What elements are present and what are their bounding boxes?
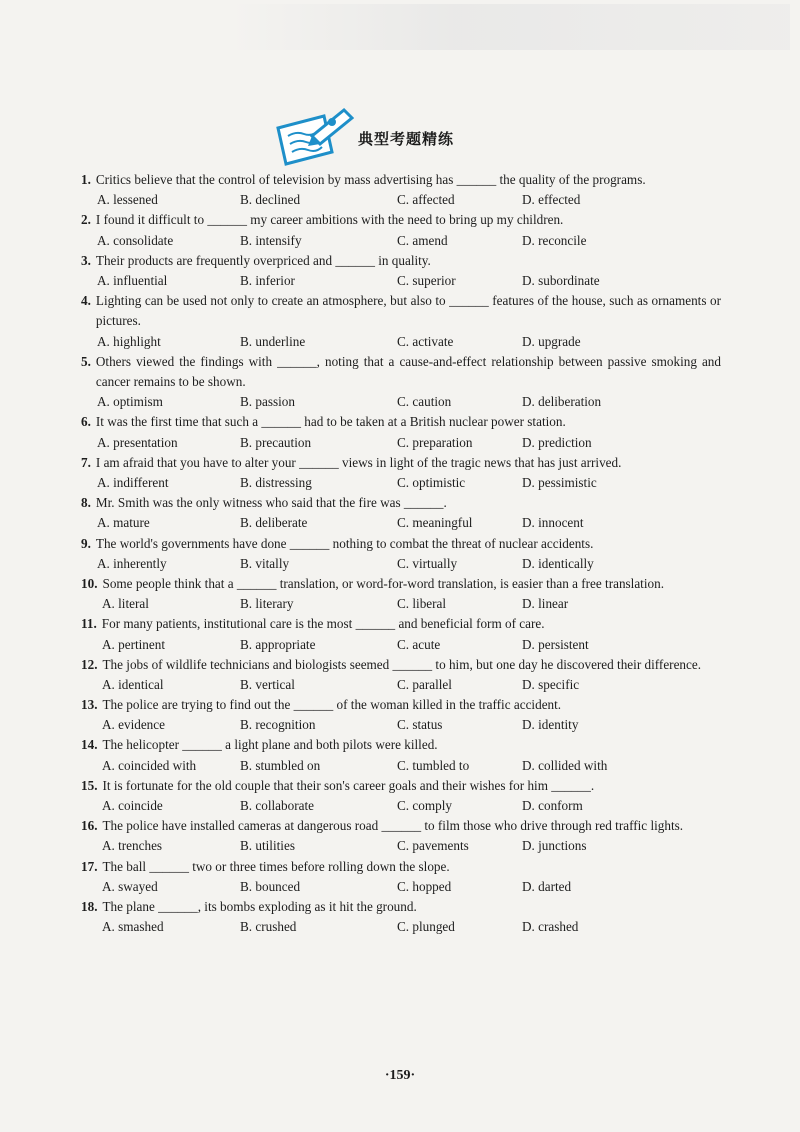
option-c: C. virtually [397, 555, 458, 571]
option-row [81, 594, 721, 614]
option-row [81, 554, 721, 574]
option-row [81, 796, 721, 816]
question-item [81, 251, 721, 291]
question-item [81, 776, 721, 816]
option-a: A. coincided with [102, 757, 197, 773]
option-a: A. coincide [102, 798, 163, 814]
option-a: A. influential [97, 272, 168, 288]
option-d: D. linear [522, 596, 569, 612]
option-b: B. collaborate [240, 798, 314, 814]
option-row [81, 917, 721, 937]
question-item [81, 655, 721, 695]
option-row [81, 513, 721, 533]
option-b: B. passion [240, 394, 295, 410]
option-b: B. recognition [240, 717, 316, 733]
option-a: A. trenches [102, 838, 163, 854]
option-c: C. meaningful [397, 515, 473, 531]
option-row [81, 836, 721, 856]
option-d: D. specific [522, 676, 580, 692]
question-item [81, 210, 721, 250]
question-text: It was the first time that such a ______ had to be taken at a British nuclear power station. [95, 414, 566, 430]
question-stem [81, 655, 721, 675]
option-d: D. upgrade [522, 333, 581, 349]
option-a: A. indifferent [97, 474, 169, 490]
option-c: C. amend [397, 232, 448, 248]
question-stem [81, 210, 721, 230]
option-b: B. crushed [240, 919, 297, 935]
option-row [81, 433, 721, 453]
question-number: 4. [81, 293, 91, 309]
option-b: B. vertical [240, 676, 295, 692]
question-stem [81, 735, 721, 755]
option-b: B. intensify [240, 232, 302, 248]
option-row [81, 635, 721, 655]
option-row [81, 332, 721, 352]
option-c: C. tumbled to [397, 757, 470, 773]
option-c: C. parallel [397, 676, 452, 692]
question-item [81, 897, 721, 937]
option-c: C. superior [397, 272, 456, 288]
option-c: C. status [397, 717, 443, 733]
option-row [81, 271, 721, 291]
page-title: 典型考题精练 [358, 130, 455, 148]
option-d: D. collided with [522, 757, 608, 773]
question-item [81, 614, 721, 654]
question-stem [81, 170, 721, 190]
question-stem [81, 453, 721, 473]
option-c: C. acute [397, 636, 441, 652]
option-c: C. preparation [397, 434, 473, 450]
question-list [81, 170, 721, 937]
option-d: D. identically [522, 555, 594, 571]
question-text: Others viewed the findings with ______, noting that a cause-and-effect relationship between passive smoking and cancer remains to be shown. [95, 353, 721, 389]
question-text: The world's governments have done ______ nothing to combat the threat of nuclear accidents. [95, 535, 594, 551]
option-b: B. utilities [240, 838, 295, 854]
option-c: C. affected [397, 192, 455, 208]
question-text: For many patients, institutional care is the most ______ and beneficial form of care. [101, 616, 545, 632]
option-d: D. junctions [522, 838, 587, 854]
question-stem [81, 816, 721, 836]
question-item [81, 816, 721, 856]
question-number: 1. [81, 172, 91, 187]
question-item [81, 574, 721, 614]
option-d: D. identity [522, 717, 579, 733]
question-number: 5. [81, 353, 91, 369]
question-text: Their products are frequently overpriced and ______ in quality. [95, 252, 431, 268]
option-b: B. distressing [240, 474, 312, 490]
option-row [81, 231, 721, 251]
option-c: C. liberal [397, 596, 447, 612]
option-a: A. presentation [97, 434, 178, 450]
question-number: 9. [81, 535, 91, 551]
option-a: A. smashed [102, 919, 164, 935]
option-c: C. comply [397, 798, 452, 814]
option-b: B. literary [240, 596, 294, 612]
option-d: D. crashed [522, 919, 579, 935]
question-text: The police have installed cameras at dangerous road ______ to film those who drive through red traffic lights. [102, 818, 684, 834]
option-d: D. reconcile [522, 232, 587, 248]
question-text: Mr. Smith was the only witness who said that the fire was ______. [95, 495, 447, 511]
question-text: It is fortunate for the old couple that their son's career goals and their wishes for him ______. [102, 777, 595, 793]
question-item [81, 412, 721, 452]
question-stem [81, 695, 721, 715]
option-a: A. optimism [97, 394, 163, 410]
question-stem [81, 534, 721, 554]
question-stem [81, 857, 721, 877]
option-c: C. hopped [397, 878, 452, 894]
question-number: 14. [81, 737, 98, 753]
option-d: D. innocent [522, 515, 584, 531]
option-b: B. underline [240, 333, 306, 349]
page-number: ·159· [384, 1068, 416, 1083]
question-number: 16. [81, 818, 98, 834]
question-text: The helicopter ______ a light plane and both pilots were killed. [102, 737, 438, 753]
question-item [81, 695, 721, 735]
option-b: B. deliberate [240, 515, 308, 531]
question-number: 17. [81, 858, 98, 874]
option-b: B. vitally [240, 555, 290, 571]
question-item [81, 291, 721, 352]
option-a: A. mature [97, 515, 150, 531]
option-c: C. plunged [397, 919, 455, 935]
option-row [81, 756, 721, 776]
question-text: I found it difficult to ______ my career ambitions with the need to bring up my children. [95, 212, 564, 228]
option-row [81, 190, 721, 210]
question-stem [81, 493, 721, 513]
option-c: C. caution [397, 394, 452, 410]
scan-shadow [230, 4, 790, 50]
option-c: C. pavements [397, 838, 469, 854]
question-item [81, 857, 721, 897]
question-item [81, 170, 721, 210]
question-stem [81, 412, 721, 432]
question-text: Critics believe that the control of television by mass advertising has ______ the quality of the programs. [95, 172, 646, 187]
question-item [81, 735, 721, 775]
option-row [81, 675, 721, 695]
option-c: C. optimistic [397, 474, 466, 490]
question-number: 15. [81, 777, 98, 793]
question-stem [81, 291, 721, 331]
question-item [81, 493, 721, 533]
option-b: B. declined [240, 192, 301, 208]
question-number: 18. [81, 899, 98, 915]
option-d: D. darted [522, 878, 572, 894]
option-a: A. identical [102, 676, 164, 692]
option-a: A. lessened [97, 192, 158, 208]
option-d: D. prediction [522, 434, 592, 450]
question-number: 6. [81, 414, 91, 430]
section-header [0, 106, 800, 166]
question-text: The police are trying to find out the ______ of the woman killed in the traffic accident. [102, 697, 562, 713]
question-item [81, 453, 721, 493]
question-number: 12. [81, 656, 98, 672]
option-row [81, 392, 721, 412]
pen-on-paper-icon [272, 106, 354, 166]
option-d: D. effected [522, 192, 581, 208]
question-number: 13. [81, 697, 98, 713]
option-row [81, 715, 721, 735]
option-a: A. evidence [102, 717, 165, 733]
option-a: A. pertinent [102, 636, 165, 652]
option-row [81, 473, 721, 493]
question-text: The ball ______ two or three times before rolling down the slope. [102, 858, 450, 874]
question-text: The plane ______, its bombs exploding as it hit the ground. [102, 899, 417, 915]
question-text: I am afraid that you have to alter your ______ views in light of the tragic news that has just arrived. [95, 454, 622, 470]
question-stem [81, 574, 721, 594]
option-a: A. inherently [97, 555, 167, 571]
option-row [81, 877, 721, 897]
option-b: B. inferior [240, 272, 295, 288]
question-stem [81, 614, 721, 634]
question-stem [81, 776, 721, 796]
option-d: D. persistent [522, 636, 589, 652]
option-a: A. highlight [97, 333, 161, 349]
question-number: 2. [81, 212, 91, 228]
option-a: A. literal [102, 596, 149, 612]
option-c: C. activate [397, 333, 454, 349]
question-stem [81, 897, 721, 917]
option-b: B. stumbled on [240, 757, 321, 773]
question-text: Some people think that a ______ translation, or word-for-word translation, is easier than a free translation. [102, 575, 664, 591]
question-text: The jobs of wildlife technicians and biologists seemed ______ to him, but one day he discovered their difference. [102, 656, 702, 672]
question-item [81, 352, 721, 413]
question-stem [81, 352, 721, 392]
question-stem [81, 251, 721, 271]
option-b: B. appropriate [240, 636, 316, 652]
question-number: 11. [81, 616, 97, 632]
option-d: D. conform [522, 798, 583, 814]
option-b: B. precaution [240, 434, 312, 450]
option-d: D. pessimistic [522, 474, 597, 490]
question-text: Lighting can be used not only to create an atmosphere, but also to ______ features of the house, such as ornaments or pictures. [95, 293, 721, 329]
option-b: B. bounced [240, 878, 301, 894]
option-d: D. deliberation [522, 394, 602, 410]
question-number: 3. [81, 252, 91, 268]
question-number: 7. [81, 454, 91, 470]
option-d: D. subordinate [522, 272, 600, 288]
option-a: A. consolidate [97, 232, 174, 248]
question-number: 8. [81, 495, 91, 511]
question-number: 10. [81, 575, 98, 591]
question-item [81, 534, 721, 574]
option-a: A. swayed [102, 878, 158, 894]
